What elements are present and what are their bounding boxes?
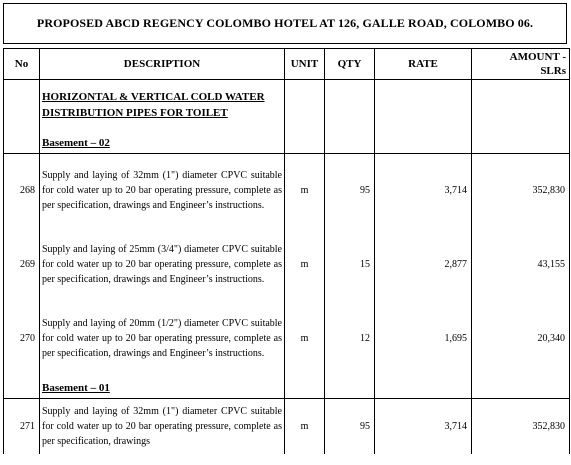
document-title: PROPOSED ABCD REGENCY COLOMBO HOTEL AT 126, GALLE ROAD, COLOMBO 06.	[3, 3, 567, 44]
item-unit: m	[285, 398, 325, 454]
item-rate: 3,714	[375, 398, 472, 454]
item-unit: m	[285, 228, 325, 302]
table-row	[4, 154, 570, 228]
item-description: Supply and laying of 25mm (3/4") diameter CPVC suitable for cold water up to 20 bar operating pressure, complete as per specification, drawings and Engineer’s instructions.	[40, 228, 285, 302]
item-description: Supply and laying of 32mm (1") diameter CPVC suitable for cold water up to 20 bar operating pressure, complete as per specification, drawings and Engineer’s instructions.	[40, 154, 285, 228]
item-amount: 20,340	[472, 302, 570, 376]
item-amount: 352,830	[472, 154, 570, 228]
header-no: No	[4, 49, 40, 80]
group-heading: Basement – 02	[40, 131, 285, 154]
item-qty: 12	[325, 302, 375, 376]
header-unit: UNIT	[285, 49, 325, 80]
item-qty: 95	[325, 398, 375, 454]
item-unit: m	[285, 154, 325, 228]
item-description: Supply and laying of 20mm (1/2") diameter CPVC suitable for cold water up to 20 bar operating pressure, complete as per specification, drawings and Engineer’s instructions.	[40, 302, 285, 376]
item-unit: m	[285, 302, 325, 376]
item-qty: 15	[325, 228, 375, 302]
section-heading-line1: HORIZONTAL & VERTICAL COLD WATER	[42, 91, 265, 103]
header-description: DESCRIPTION	[40, 49, 285, 80]
item-rate: 1,695	[375, 302, 472, 376]
item-rate: 2,877	[375, 228, 472, 302]
table-row	[4, 398, 570, 454]
item-description: Supply and laying of 32mm (1") diameter CPVC suitable for cold water up to 20 bar operating pressure, complete as per specification, drawings	[40, 398, 285, 454]
section-heading	[40, 88, 285, 121]
section-heading-row	[4, 88, 570, 121]
header-rate: RATE	[375, 49, 472, 80]
spacer-row	[4, 80, 570, 89]
item-amount: 43,155	[472, 228, 570, 302]
section-heading-line2: DISTRIBUTION PIPES FOR TOILET	[42, 107, 228, 119]
item-no: 271	[4, 398, 40, 454]
spacer-row	[4, 121, 570, 131]
header-amount-line2: SLRs	[540, 65, 566, 77]
header-amount-line1: AMOUNT -	[509, 51, 566, 63]
item-no: 270	[4, 302, 40, 376]
item-no: 268	[4, 154, 40, 228]
header-row	[4, 49, 570, 80]
item-rate: 3,714	[375, 154, 472, 228]
group-heading-row	[4, 376, 570, 399]
item-qty: 95	[325, 154, 375, 228]
item-no: 269	[4, 228, 40, 302]
header-qty: QTY	[325, 49, 375, 80]
group-heading: Basement – 01	[40, 376, 285, 399]
table-row	[4, 302, 570, 376]
group-heading-row	[4, 131, 570, 154]
table-row	[4, 228, 570, 302]
header-amount	[472, 49, 570, 80]
item-amount: 352,830	[472, 398, 570, 454]
bill-of-quantities-table	[3, 48, 570, 454]
